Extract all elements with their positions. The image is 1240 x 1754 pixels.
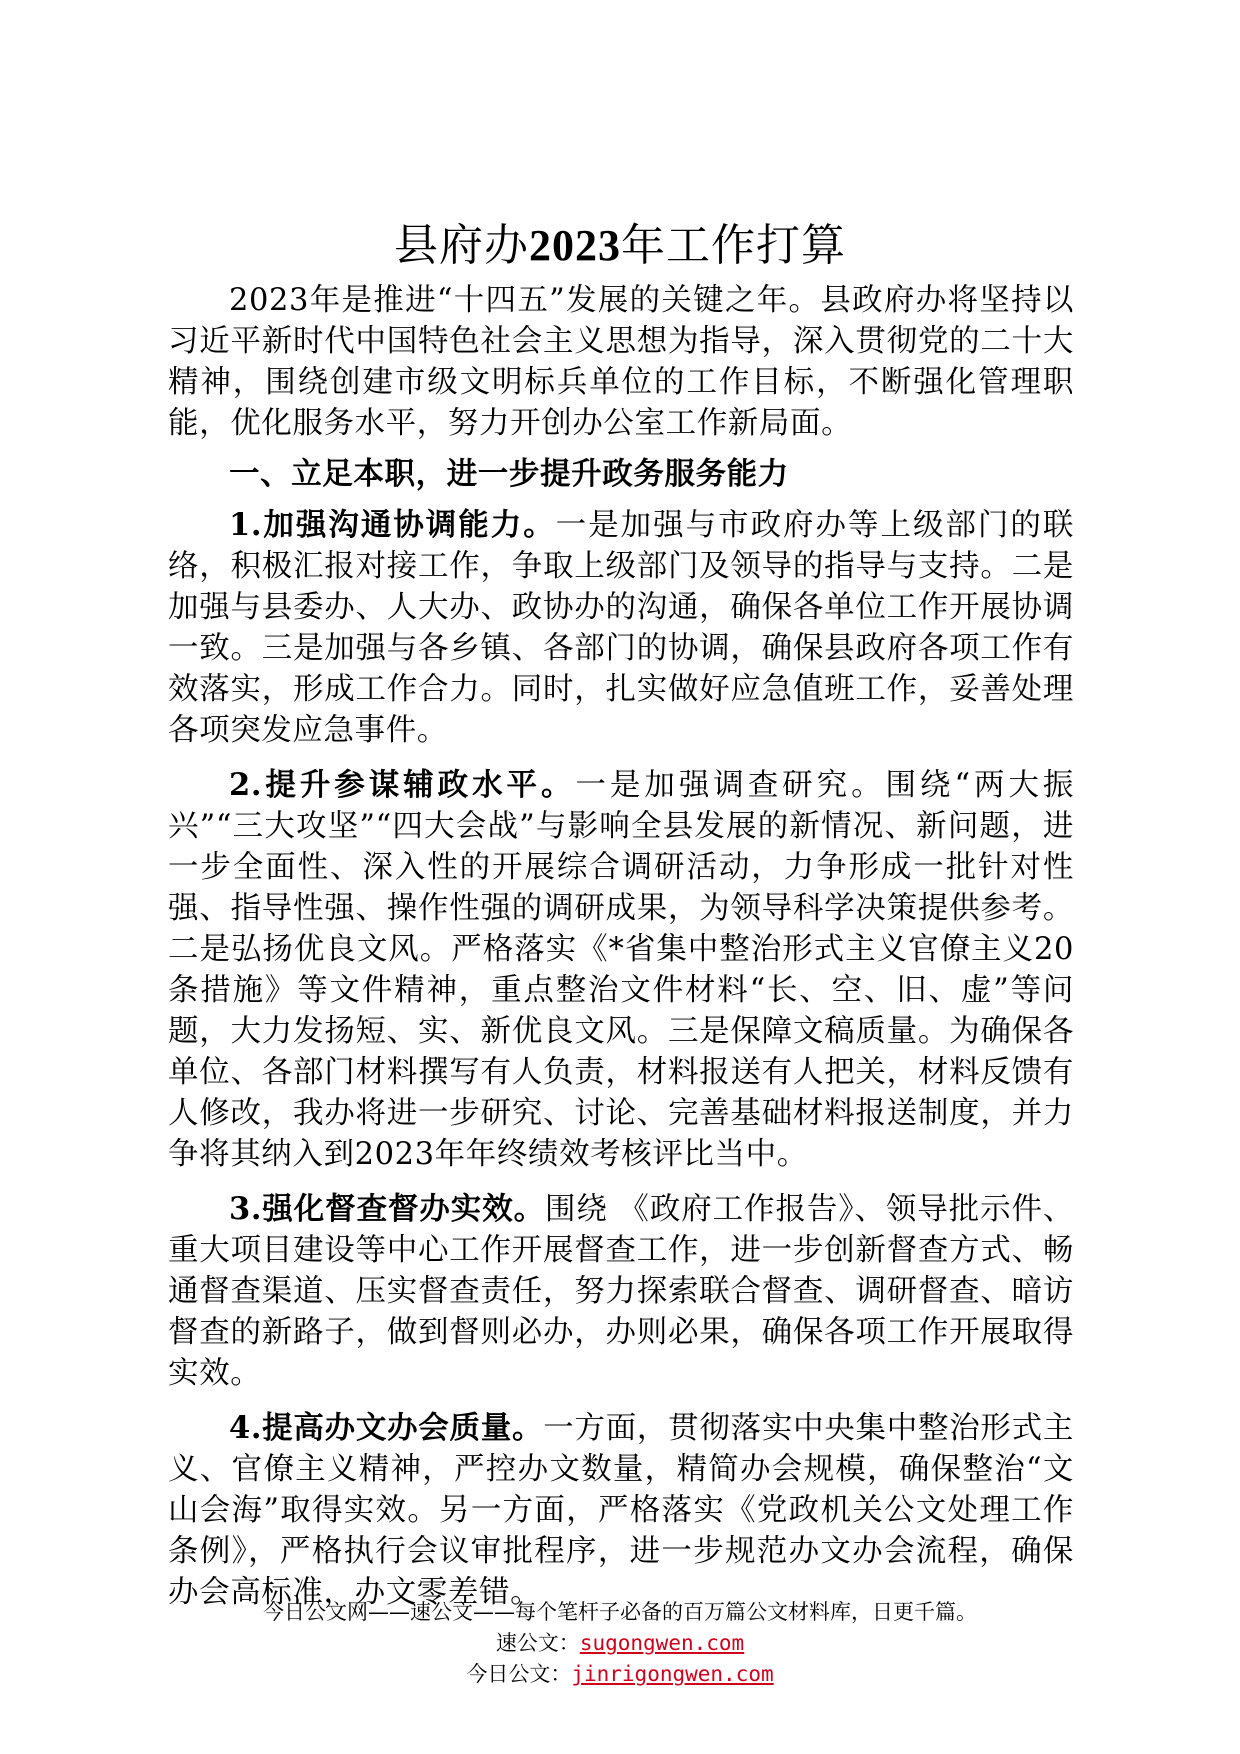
item-text: 一方面，贯彻落实中央集中整治形式主义、官僚主义精神，严控办文数量，精简办会规模，确保整治“文山会海”取得实效。另一方面，严格落实《党政机关公文处理工作条例》，严格执行会议审批程序，进一步规范办文办会流程，确保办会高标准，办文零差错。	[168, 1411, 1074, 1610]
item-paragraph-2	[168, 765, 1074, 1175]
promo-footer	[0, 1597, 1240, 1690]
footer-slogan: 今日公文网——速公文——每个笔杆子必备的百万篇公文材料库，日更千篇。	[263, 1600, 977, 1624]
footer-sugongwen-line	[0, 1628, 1240, 1659]
item-text: 一是加强调查研究。围绕“两大振兴”“三大攻坚”“四大会战”与影响全县发展的新情况、新问题，进一步全面性、深入性的开展综合调研活动，力争形成一批针对性强、指导性强、操作性强的调研成果，为领导科学决策提供参考。二是弘扬优良文风。严格落实《*省集中整治形式主义官僚主义20条措施》等文件精神，重点整治文件材料“长、空、旧、虚”等问题，大力发扬短、实、新优良文风。三是保障文稿质量。为确保各单位、各部门材料撰写有人负责，材料报送有人把关，材料反馈有人修改，我办将进一步研究、讨论、完善基础材料报送制度，并力争将其纳入到2023年年终绩效考核评比当中。	[168, 768, 1074, 1172]
item-lead: 2.提升参谋辅政水平。	[229, 767, 576, 803]
jinrigongwen-link[interactable]: jinrigongwen.com	[571, 1662, 774, 1686]
title-year: 2023	[529, 221, 621, 270]
item-lead: 3.强化督查督办实效。	[229, 1191, 546, 1227]
item-paragraph-3	[168, 1189, 1074, 1394]
document-title	[0, 218, 1240, 274]
item-paragraph-4	[168, 1408, 1074, 1613]
item-text: 围绕 《政府工作报告》、领导批示件、重大项目建设等中心工作开展督查工作，进一步创新督查方式、畅通督查渠道、压实督查责任，努力探索联合督查、调研督查、暗访督查的新路子，做到督则必办，办则必果，确保各项工作开展取得实效。	[168, 1192, 1074, 1391]
footer-sugongwen-label: 速公文：	[495, 1631, 580, 1655]
item-lead: 4.提高办文办会质量。	[229, 1410, 544, 1446]
footer-jinrigongwen-line	[0, 1659, 1240, 1690]
section-heading: 一、立足本职，进一步提升政务服务能力	[229, 456, 789, 492]
title-prefix: 县府办	[394, 220, 529, 271]
footer-jinrigongwen-label: 今日公文：	[466, 1662, 572, 1686]
item-lead: 1.加强沟通协调能力。	[229, 507, 556, 543]
document-body	[168, 280, 1074, 1627]
item-paragraph-1	[168, 505, 1074, 751]
item-text: 一是加强与市政府办等上级部门的联络，积极汇报对接工作，争取上级部门及领导的指导与支持。二是加强与县委办、人大办、政协办的沟通，确保各单位工作开展协调一致。三是加强与各乡镇、各部门的协调，确保县政府各项工作有效落实，形成工作合力。同时，扎实做好应急值班工作，妥善处理各项突发应急事件。	[168, 508, 1074, 748]
title-suffix: 年工作打算	[621, 220, 846, 271]
intro-paragraph: 2023年是推进“十四五”发展的关键之年。县政府办将坚持以习近平新时代中国特色社会主义思想为指导，深入贯彻党的二十大精神，围绕创建市级文明标兵单位的工作目标，不断强化管理职能，优化服务水平，努力开创办公室工作新局面。	[168, 283, 1074, 441]
sugongwen-link[interactable]: sugongwen.com	[579, 1631, 745, 1655]
